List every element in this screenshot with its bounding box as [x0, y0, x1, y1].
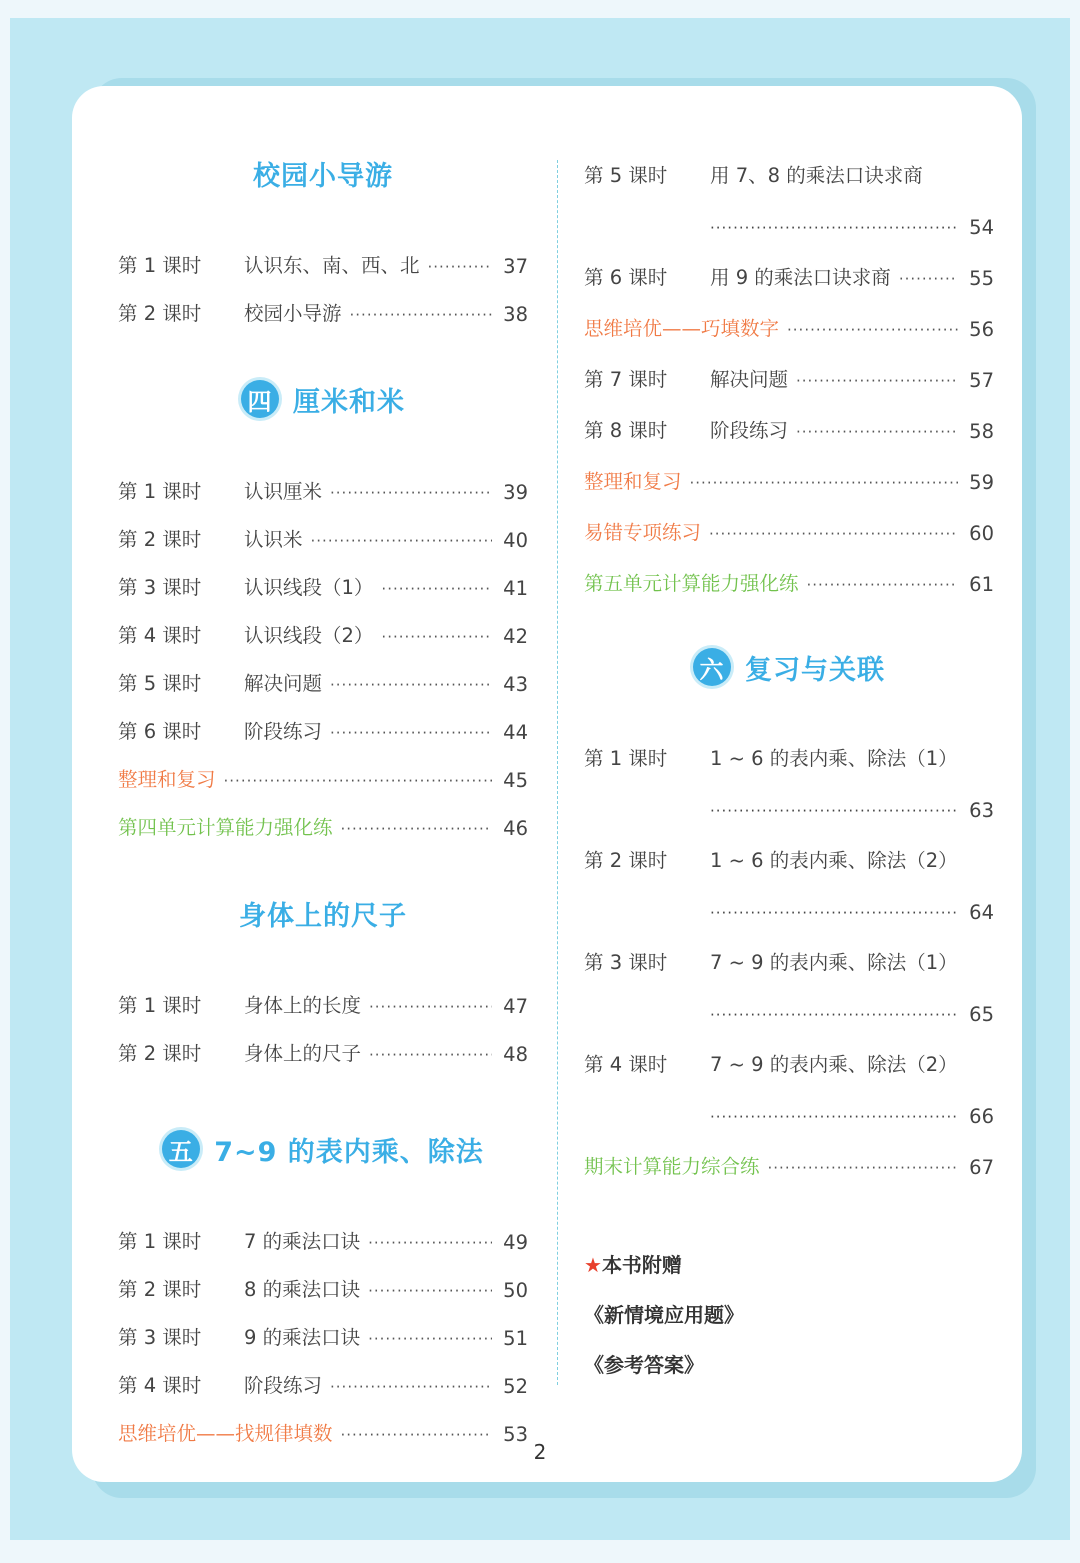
toc-row[interactable] — [118, 456, 528, 504]
leader-dots — [796, 421, 958, 443]
column-divider — [557, 160, 558, 1385]
page-number: 67 — [969, 1156, 994, 1179]
page-number: 58 — [969, 420, 994, 443]
page-number: 52 — [503, 1375, 528, 1398]
leader-dots — [341, 818, 492, 840]
lesson-title: 阶段练习 — [710, 419, 789, 442]
toc-row[interactable] — [118, 504, 528, 552]
page-number: 56 — [969, 318, 994, 341]
lesson-title: 校园小导游 — [244, 302, 342, 325]
lesson-title: 解决问题 — [710, 368, 789, 391]
lesson-label: 第 4 课时 — [118, 1374, 202, 1397]
lesson-title: 阶段练习 — [244, 720, 323, 743]
leader-dots — [710, 902, 958, 924]
leader-dots — [381, 578, 492, 600]
lesson-title: 7 ~ 9 的表内乘、除法（1） — [710, 951, 958, 974]
bonus-item[interactable] — [584, 1299, 994, 1349]
lesson-title: 身体上的长度 — [244, 994, 362, 1017]
right-column — [584, 140, 994, 1399]
leader-dots — [350, 304, 492, 326]
toc-row[interactable] — [584, 720, 994, 771]
leader-dots — [224, 770, 492, 792]
leader-dots — [368, 1280, 492, 1302]
page-number: 57 — [969, 369, 994, 392]
page-number: 38 — [503, 303, 528, 326]
leader-dots — [709, 523, 958, 545]
lesson-title: 1 ~ 6 的表内乘、除法（2） — [710, 849, 958, 872]
page-number: 54 — [969, 216, 994, 239]
bonus-item[interactable] — [584, 1349, 994, 1399]
star-icon: ★ — [584, 1253, 602, 1277]
section-title: 身体上的尺子 — [239, 900, 407, 932]
page-number: 55 — [969, 267, 994, 290]
lesson-title: 8 的乘法口诀 — [244, 1278, 361, 1301]
lesson-title: 阶段练习 — [244, 1374, 323, 1397]
toc-row-continuation[interactable] — [584, 873, 994, 924]
page-number: 66 — [969, 1105, 994, 1128]
page-number: 41 — [503, 577, 528, 600]
page-number: 40 — [503, 529, 528, 552]
leader-dots — [807, 574, 958, 596]
lesson-title: 易错专项练习 — [584, 521, 702, 544]
section-title: 复习与关联 — [745, 654, 885, 686]
leader-dots — [368, 1232, 492, 1254]
bonus-item-title: 《参考答案》 — [584, 1353, 704, 1377]
toc-row-error-practice[interactable] — [584, 494, 994, 545]
section-heading-body-ruler — [118, 880, 528, 946]
lesson-label: 第 8 课时 — [584, 419, 668, 442]
leader-dots — [369, 996, 492, 1018]
toc-row[interactable] — [584, 1026, 994, 1077]
page-number: 64 — [969, 901, 994, 924]
toc-row-continuation[interactable] — [584, 188, 994, 239]
toc-row[interactable] — [584, 822, 994, 873]
toc-row-continuation[interactable] — [584, 1077, 994, 1128]
lesson-label: 第 3 课时 — [118, 1326, 202, 1349]
leader-dots — [796, 370, 958, 392]
toc-row-review[interactable] — [118, 744, 528, 792]
page-number: 43 — [503, 673, 528, 696]
section-title: 校园小导游 — [253, 160, 393, 192]
toc-row[interactable] — [118, 1018, 528, 1066]
toc-row-continuation[interactable] — [584, 771, 994, 822]
lesson-label: 第 3 课时 — [584, 951, 668, 974]
toc-row[interactable] — [118, 648, 528, 696]
lesson-title: 7 ~ 9 的表内乘、除法（2） — [710, 1053, 958, 1076]
toc-row-review[interactable] — [584, 443, 994, 494]
lesson-title: 整理和复习 — [584, 470, 682, 493]
lesson-title: 1 ~ 6 的表内乘、除法（1） — [710, 747, 958, 770]
lesson-label: 第 2 课时 — [118, 1278, 202, 1301]
lesson-label: 第 5 课时 — [118, 672, 202, 695]
lesson-label: 第 3 课时 — [118, 576, 202, 599]
page-number: 63 — [969, 799, 994, 822]
section-heading-unit-4 — [118, 366, 528, 432]
lesson-title: 思维培优——找规律填数 — [118, 1422, 333, 1445]
lesson-title: 9 的乘法口诀 — [244, 1326, 361, 1349]
lesson-label: 第 1 课时 — [118, 480, 202, 503]
toc-row[interactable] — [584, 239, 994, 290]
bonus-item-title: 《新情境应用题》 — [584, 1303, 744, 1327]
lesson-title: 思维培优——巧填数字 — [584, 317, 780, 340]
leader-dots — [330, 674, 492, 696]
page-number: 65 — [969, 1003, 994, 1026]
lesson-label: 第 6 课时 — [118, 720, 202, 743]
toc-row[interactable] — [118, 1254, 528, 1302]
lesson-label: 第 2 课时 — [118, 528, 202, 551]
leader-dots — [369, 1044, 492, 1066]
toc-row[interactable] — [118, 600, 528, 648]
toc-row-final-practice[interactable] — [584, 1128, 994, 1179]
lesson-title: 整理和复习 — [118, 768, 216, 791]
page-number: 53 — [503, 1423, 528, 1446]
lesson-title: 用 7、8 的乘法口诀求商 — [710, 164, 923, 187]
toc-row-enrichment[interactable] — [118, 1398, 528, 1446]
lesson-label: 第 6 课时 — [584, 266, 668, 289]
page-number: 39 — [503, 481, 528, 504]
unit-badge: 五 — [162, 1130, 200, 1168]
page-number: 47 — [503, 995, 528, 1018]
toc-row[interactable] — [118, 1350, 528, 1398]
unit-badge: 六 — [693, 648, 731, 686]
lesson-label: 第 2 课时 — [584, 849, 668, 872]
lesson-title: 认识东、南、西、北 — [244, 254, 420, 277]
toc-row-continuation[interactable] — [584, 975, 994, 1026]
left-column — [118, 140, 528, 1446]
lesson-title: 认识线段（1） — [244, 576, 374, 599]
bonus-label: 本书附赠 — [601, 1253, 682, 1277]
section-heading-unit-5 — [118, 1116, 528, 1182]
lesson-title: 第五单元计算能力强化练 — [584, 572, 799, 595]
leader-dots — [311, 530, 492, 552]
toc-row[interactable] — [584, 140, 994, 188]
leader-dots — [710, 1106, 958, 1128]
lesson-label: 第 1 课时 — [118, 254, 202, 277]
page-footer-number: 2 — [533, 1440, 547, 1464]
lesson-title: 认识线段（2） — [244, 624, 374, 647]
page-number: 48 — [503, 1043, 528, 1066]
leader-dots — [710, 800, 958, 822]
toc-row[interactable] — [118, 278, 528, 326]
lesson-label: 第 7 课时 — [584, 368, 668, 391]
lesson-title: 认识厘米 — [244, 480, 323, 503]
toc-row[interactable] — [584, 392, 994, 443]
leader-dots — [330, 482, 492, 504]
toc-row-practice[interactable] — [584, 545, 994, 596]
leader-dots — [330, 1376, 492, 1398]
page-number: 59 — [969, 471, 994, 494]
page-number: 37 — [503, 255, 528, 278]
leader-dots — [381, 626, 492, 648]
unit-badge: 四 — [241, 380, 279, 418]
page-number: 60 — [969, 522, 994, 545]
lesson-title: 身体上的尺子 — [244, 1042, 362, 1065]
section-heading-unit-6 — [584, 634, 994, 700]
leader-dots — [899, 268, 958, 290]
lesson-title: 7 的乘法口诀 — [244, 1230, 361, 1253]
toc-row[interactable] — [118, 552, 528, 600]
lesson-title: 第四单元计算能力强化练 — [118, 816, 333, 839]
lesson-label: 第 1 课时 — [118, 1230, 202, 1253]
page-number: 46 — [503, 817, 528, 840]
lesson-label: 第 2 课时 — [118, 1042, 202, 1065]
page-number: 42 — [503, 625, 528, 648]
page-number: 61 — [969, 573, 994, 596]
section-title: 厘米和米 — [293, 386, 405, 418]
leader-dots — [710, 1004, 958, 1026]
toc-row-practice[interactable] — [118, 792, 528, 840]
lesson-label: 第 4 课时 — [118, 624, 202, 647]
leader-dots — [787, 319, 958, 341]
lesson-title: 认识米 — [244, 528, 303, 551]
leader-dots — [710, 217, 958, 239]
bonus-heading — [584, 1249, 994, 1299]
section-title: 7~9 的表内乘、除法 — [214, 1136, 484, 1168]
page-number: 44 — [503, 721, 528, 744]
leader-dots — [690, 472, 958, 494]
toc-row[interactable] — [118, 1206, 528, 1254]
toc-row-enrichment[interactable] — [584, 290, 994, 341]
page-number: 50 — [503, 1279, 528, 1302]
lesson-title: 期末计算能力综合练 — [584, 1155, 760, 1178]
lesson-label: 第 1 课时 — [584, 747, 668, 770]
toc-row[interactable] — [118, 696, 528, 744]
toc-row[interactable] — [584, 924, 994, 975]
toc-row[interactable] — [118, 970, 528, 1018]
lesson-label: 第 2 课时 — [118, 302, 202, 325]
lesson-label: 第 5 课时 — [584, 164, 668, 187]
toc-row[interactable] — [584, 341, 994, 392]
lesson-label: 第 4 课时 — [584, 1053, 668, 1076]
toc-row[interactable] — [118, 230, 528, 278]
lesson-title: 解决问题 — [244, 672, 323, 695]
toc-row[interactable] — [118, 1302, 528, 1350]
lesson-label: 第 1 课时 — [118, 994, 202, 1017]
lesson-title: 用 9 的乘法口诀求商 — [710, 266, 891, 289]
section-heading-campus-guide — [118, 140, 528, 206]
leader-dots — [428, 256, 492, 278]
leader-dots — [768, 1157, 958, 1179]
page-number: 49 — [503, 1231, 528, 1254]
page-number: 51 — [503, 1327, 528, 1350]
leader-dots — [330, 722, 492, 744]
leader-dots — [368, 1328, 492, 1350]
page-number: 45 — [503, 769, 528, 792]
